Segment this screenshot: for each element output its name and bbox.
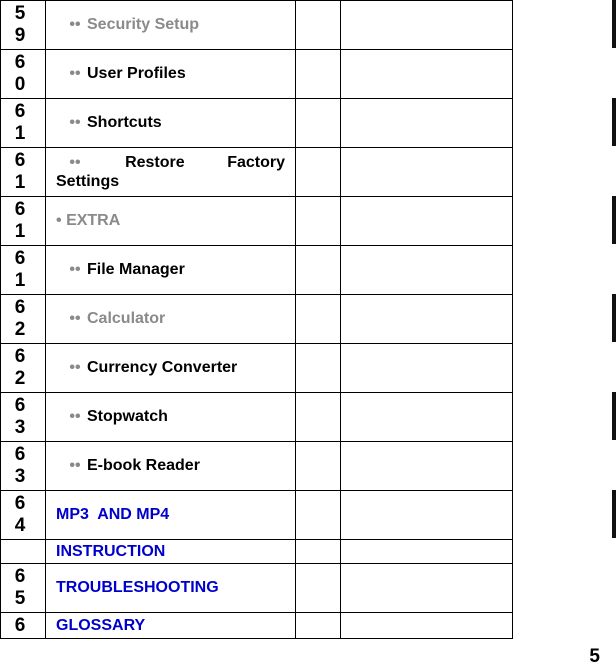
empty-cell <box>341 197 513 246</box>
toc-entry-currency-converter[interactable]: •• Currency Converter <box>46 344 296 393</box>
toc-section-mp3-mp4[interactable]: MP3 AND MP4 <box>46 491 296 540</box>
index-tab <box>612 0 616 48</box>
toc-row <box>1 99 513 148</box>
page-ref: 6 1 <box>1 246 46 295</box>
page-ref: 6 2 <box>1 295 46 344</box>
empty-cell <box>296 540 341 564</box>
page-ref: 6 3 <box>1 393 46 442</box>
toc-row <box>1 613 513 639</box>
empty-cell <box>341 246 513 295</box>
toc-entry-restore-factory-settings[interactable]: •• Restore Factory Settings <box>46 148 296 197</box>
toc-entry-stopwatch[interactable]: •• Stopwatch <box>46 393 296 442</box>
page-ref: 6 1 <box>1 148 46 197</box>
empty-cell <box>296 344 341 393</box>
toc-section-glossary[interactable]: GLOSSARY <box>46 613 296 639</box>
empty-cell <box>341 540 513 564</box>
toc-row <box>1 491 513 540</box>
page-ref <box>1 540 46 564</box>
empty-cell <box>341 442 513 491</box>
empty-cell <box>296 246 341 295</box>
index-tab <box>612 98 616 146</box>
index-tab-strip <box>512 0 616 610</box>
toc-entry-ebook-reader[interactable]: •• E-book Reader <box>46 442 296 491</box>
empty-cell <box>341 1 513 50</box>
empty-cell <box>296 99 341 148</box>
toc-entry-user-profiles[interactable]: •• User Profiles <box>46 50 296 99</box>
toc-row <box>1 295 513 344</box>
index-tab <box>612 294 616 342</box>
empty-cell <box>341 50 513 99</box>
empty-cell <box>296 491 341 540</box>
empty-cell <box>341 148 513 197</box>
empty-cell <box>296 148 341 197</box>
empty-cell <box>341 491 513 540</box>
page-ref: 6 4 <box>1 491 46 540</box>
empty-cell <box>341 99 513 148</box>
toc-entry-security-setup[interactable]: •• Security Setup <box>46 1 296 50</box>
toc-row <box>1 1 513 50</box>
empty-cell <box>341 564 513 613</box>
page-ref: 6 5 <box>1 564 46 613</box>
toc-row <box>1 50 513 99</box>
toc-row <box>1 564 513 613</box>
index-tab <box>612 196 616 244</box>
page-ref: 6 2 <box>1 344 46 393</box>
page-number: 5 <box>589 646 600 667</box>
toc-section-instruction[interactable]: INSTRUCTION <box>46 540 296 564</box>
empty-cell <box>296 564 341 613</box>
empty-cell <box>296 50 341 99</box>
empty-cell <box>296 197 341 246</box>
empty-cell <box>296 442 341 491</box>
toc-section-troubleshooting[interactable]: TROUBLESHOOTING <box>46 564 296 613</box>
index-tab <box>612 490 616 538</box>
empty-cell <box>341 393 513 442</box>
empty-cell <box>296 295 341 344</box>
toc-entry-file-manager[interactable]: •• File Manager <box>46 246 296 295</box>
empty-cell <box>296 613 341 639</box>
toc-row <box>1 393 513 442</box>
page-ref: 6 3 <box>1 442 46 491</box>
toc-row <box>1 344 513 393</box>
toc-row <box>1 442 513 491</box>
page-ref: 5 9 <box>1 1 46 50</box>
page-ref: 6 <box>1 613 46 639</box>
page-ref: 6 0 <box>1 50 46 99</box>
page-ref: 6 1 <box>1 99 46 148</box>
empty-cell <box>296 393 341 442</box>
toc-entry-calculator[interactable]: •• Calculator <box>46 295 296 344</box>
empty-cell <box>341 344 513 393</box>
toc-row <box>1 197 513 246</box>
toc-section-extra[interactable]: • EXTRA <box>46 197 296 246</box>
empty-cell <box>341 295 513 344</box>
toc-row <box>1 540 513 564</box>
index-tab <box>612 392 616 440</box>
empty-cell <box>341 613 513 639</box>
toc-entry-shortcuts[interactable]: •• Shortcuts <box>46 99 296 148</box>
toc-row <box>1 148 513 197</box>
empty-cell <box>296 1 341 50</box>
page-ref: 6 1 <box>1 197 46 246</box>
toc-row <box>1 246 513 295</box>
